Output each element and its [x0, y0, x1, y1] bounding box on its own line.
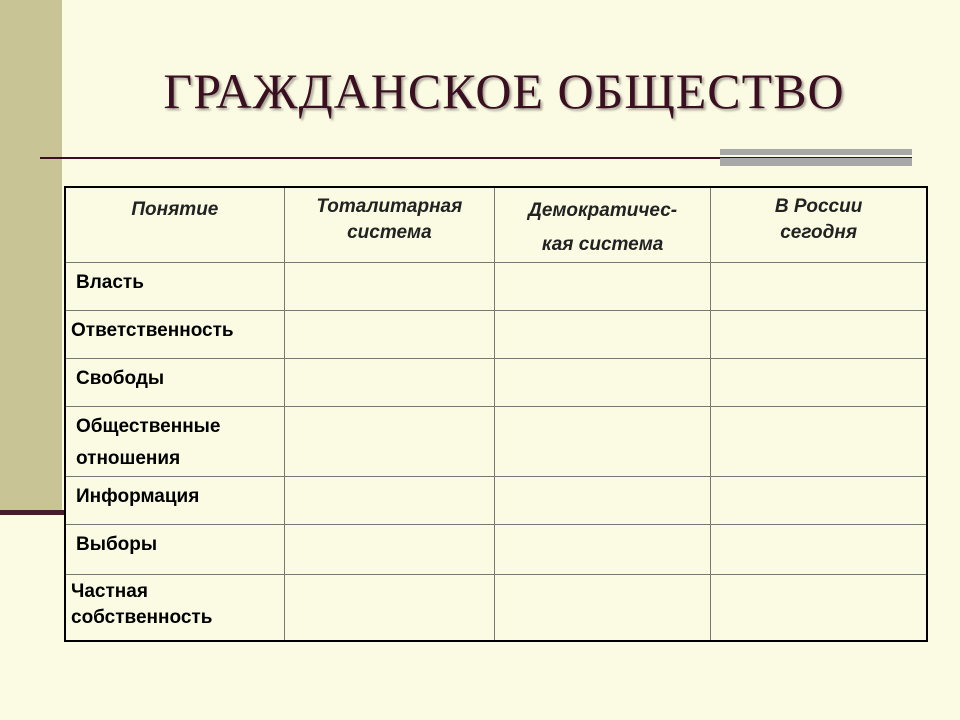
row-label: Информация: [65, 477, 284, 525]
table-cell: [494, 407, 710, 477]
row-label: Ответственность: [65, 311, 284, 359]
table-cell: [284, 263, 494, 311]
table-cell: [711, 525, 927, 575]
table-row: [65, 525, 927, 575]
side-accent-line: [0, 510, 66, 515]
slide-title: ГРАЖДАНСКОЕ ОБЩЕСТВО: [163, 63, 845, 119]
table-row: [65, 407, 927, 477]
title-accent-bar-lower: [720, 158, 912, 166]
title-accent-bar: [720, 149, 912, 155]
comparison-table: [64, 186, 928, 642]
row-label: Власть: [65, 263, 284, 311]
header-concept: Понятие: [65, 187, 284, 263]
table-cell: [494, 575, 710, 641]
table-row: [65, 263, 927, 311]
table-cell: [284, 525, 494, 575]
table-cell: [284, 407, 494, 477]
row-label: Общественные отношения: [65, 407, 284, 477]
table-cell: [284, 575, 494, 641]
table-cell: [711, 263, 927, 311]
table-cell: [494, 311, 710, 359]
header-russia-today: В России сегодня: [711, 187, 927, 263]
row-label: Свободы: [65, 359, 284, 407]
table-cell: [284, 477, 494, 525]
table-header-row: [65, 187, 927, 263]
row-label: Частная собственность: [65, 575, 284, 641]
table-cell: [711, 311, 927, 359]
table-cell: [284, 359, 494, 407]
table-cell: [494, 477, 710, 525]
row-label: Выборы: [65, 525, 284, 575]
table-cell: [494, 263, 710, 311]
table-row: [65, 359, 927, 407]
table-cell: [711, 575, 927, 641]
table-row: [65, 477, 927, 525]
table-row: [65, 311, 927, 359]
header-totalitarian: Тоталитарная система: [284, 187, 494, 263]
table-row: [65, 575, 927, 641]
table-cell: [711, 359, 927, 407]
table-cell: [284, 311, 494, 359]
table-cell: [494, 359, 710, 407]
table-cell: [711, 477, 927, 525]
header-democratic: Демократичес- кая система: [494, 187, 710, 263]
table-cell: [711, 407, 927, 477]
table-cell: [494, 525, 710, 575]
